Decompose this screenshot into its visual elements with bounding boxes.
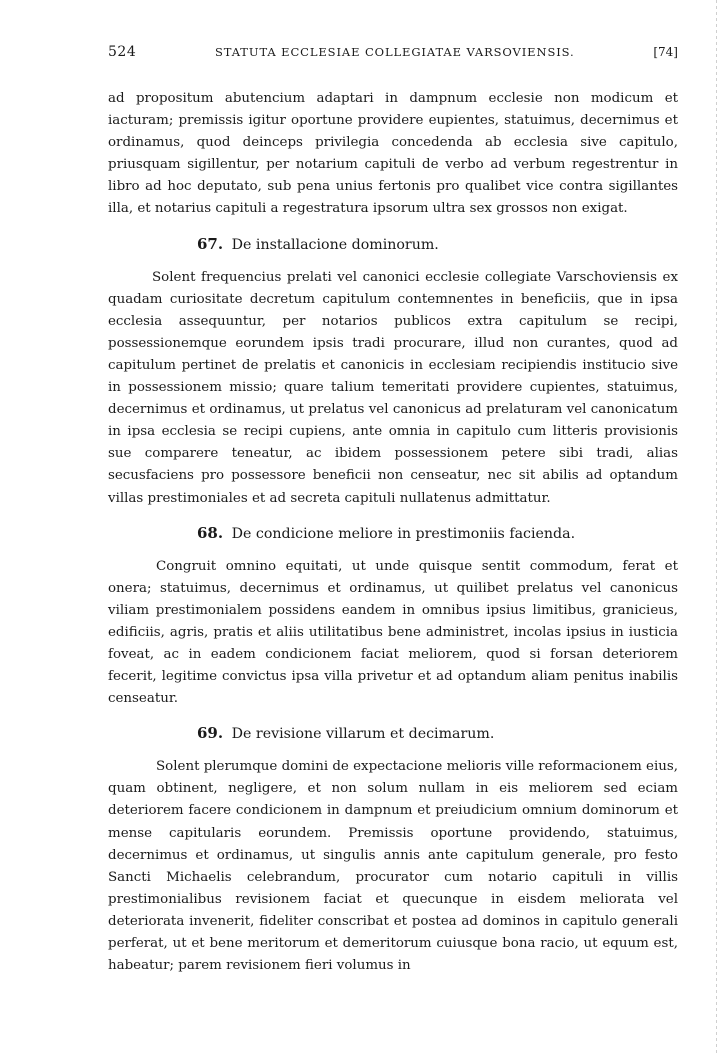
running-title: STATUTA ECCLESIAE COLLEGIATAE VARSOVIENSIS. [214, 45, 575, 59]
page-number: 524 [108, 44, 137, 60]
intro-paragraph: ad propositum abutencium adaptari in dampnum ecclesie non modicum et iacturam; premissis igitur oportune providere eupientes, statuimus, decernimus et ordinamus, quod deinceps privilegia concedenda ab ecclesia sive capitulo, priusquam sigillentur, per notarium capituli de verbo ad verbum regestrentur in libro ad hoc deputato, sub pena unius fertonis pro qualibet vice contra sigillantes illa, et notarius capituli a regestratura ipsorum ultra sex grossos non exigat. [108, 91, 678, 217]
section-paragraph-68: Congruit omnino equitati, ut unde quisque sentit commodum, ferat et onera; statuimus, decernimus et ordinamus, ut quilibet prelatus vel canonicus viliam prestimonialem possidens eandem in omnibus ipsius limitibus, granicieus, edificiis, agris, pratis et aliis utilitatibus bene administret, incolas ipsius in iusticia foveat, ac in eadem condicionem faciat meliorem, quod si forsan deteriorem fecerit, legitime convictus ipsa villa privetur et ad optandum aliam penitus inabilis censeatur. [108, 558, 678, 707]
section-heading-68 [108, 522, 678, 545]
section-title: De revisione villarum et decimarum. [231, 726, 495, 743]
section-title: De condicione meliore in prestimoniis facienda. [231, 525, 576, 542]
section-heading-69 [108, 722, 678, 745]
chapter-number: [74] [653, 45, 678, 59]
section-paragraph-67: Solent frequencius prelati vel canonici ecclesie collegiate Varschoviensis ex quadam curiositate decretum capitulum contemnentes in beneficiis, que in ipsa ecclesia assequuntur, per notarios publicos extra capitulum se recipi, possessionemque eorundem ipsis tradi procurare, illud non curantes, quod ad capitulum pertinet de prelatis et canonicis in ecclesiam recipiendis institucio sive in possessionem missio; quare talium temeritati providere cupientes, statuimus, decernimus et ordinamus, ut prelatus vel canonicus ad prelaturam vel canonicatum in ipsa ecclesia se recipi cupiens, ante omnia in capitulo cum litteris provisionis sue comparere teneatur, ac ibidem possessionem petere sibi tradi, alias secusfaciens pro possessore beneficii non censeatur, nec sit abilis ad optandum villas prestimoniales et ad secreta capituli nullatenus admittatur. [108, 269, 678, 506]
document-body [108, 88, 678, 977]
running-header [108, 44, 678, 68]
section-number: 69. [197, 724, 224, 743]
section-paragraph-69: Solent plerumque domini de expectacione melioris ville reformacionem eius, quam obtinent, negligere, et non solum nullam in eis meliorem sed eciam deteriorem facere condicionem in dampnum et preiudicium omnium dominorum et mense capitularis eorundem. Premissis oportune providendo, statuimus, decernimus et ordinamus, ut singulis annis ante capitulum generale, pro festo Sancti Michaelis celebrandum, procurator cum notario capituli in villis prestimonialibus revisionem faciat et quecunque in eisdem meliorata vel deteriorata invenerit, fideliter conscribat et postea ad dominos in capitulo generali perferat, ut et bene meritorum et demeritorum cuiusque bona racio, ut equum est, habeatur; parem revisionem fieri volumus in [108, 759, 678, 974]
section-number: 67. [197, 234, 224, 253]
section-number: 68. [197, 523, 224, 542]
page-edge-divider [716, 0, 717, 1053]
section-heading-67 [108, 233, 678, 256]
section-title: De installacione dominorum. [231, 236, 439, 253]
